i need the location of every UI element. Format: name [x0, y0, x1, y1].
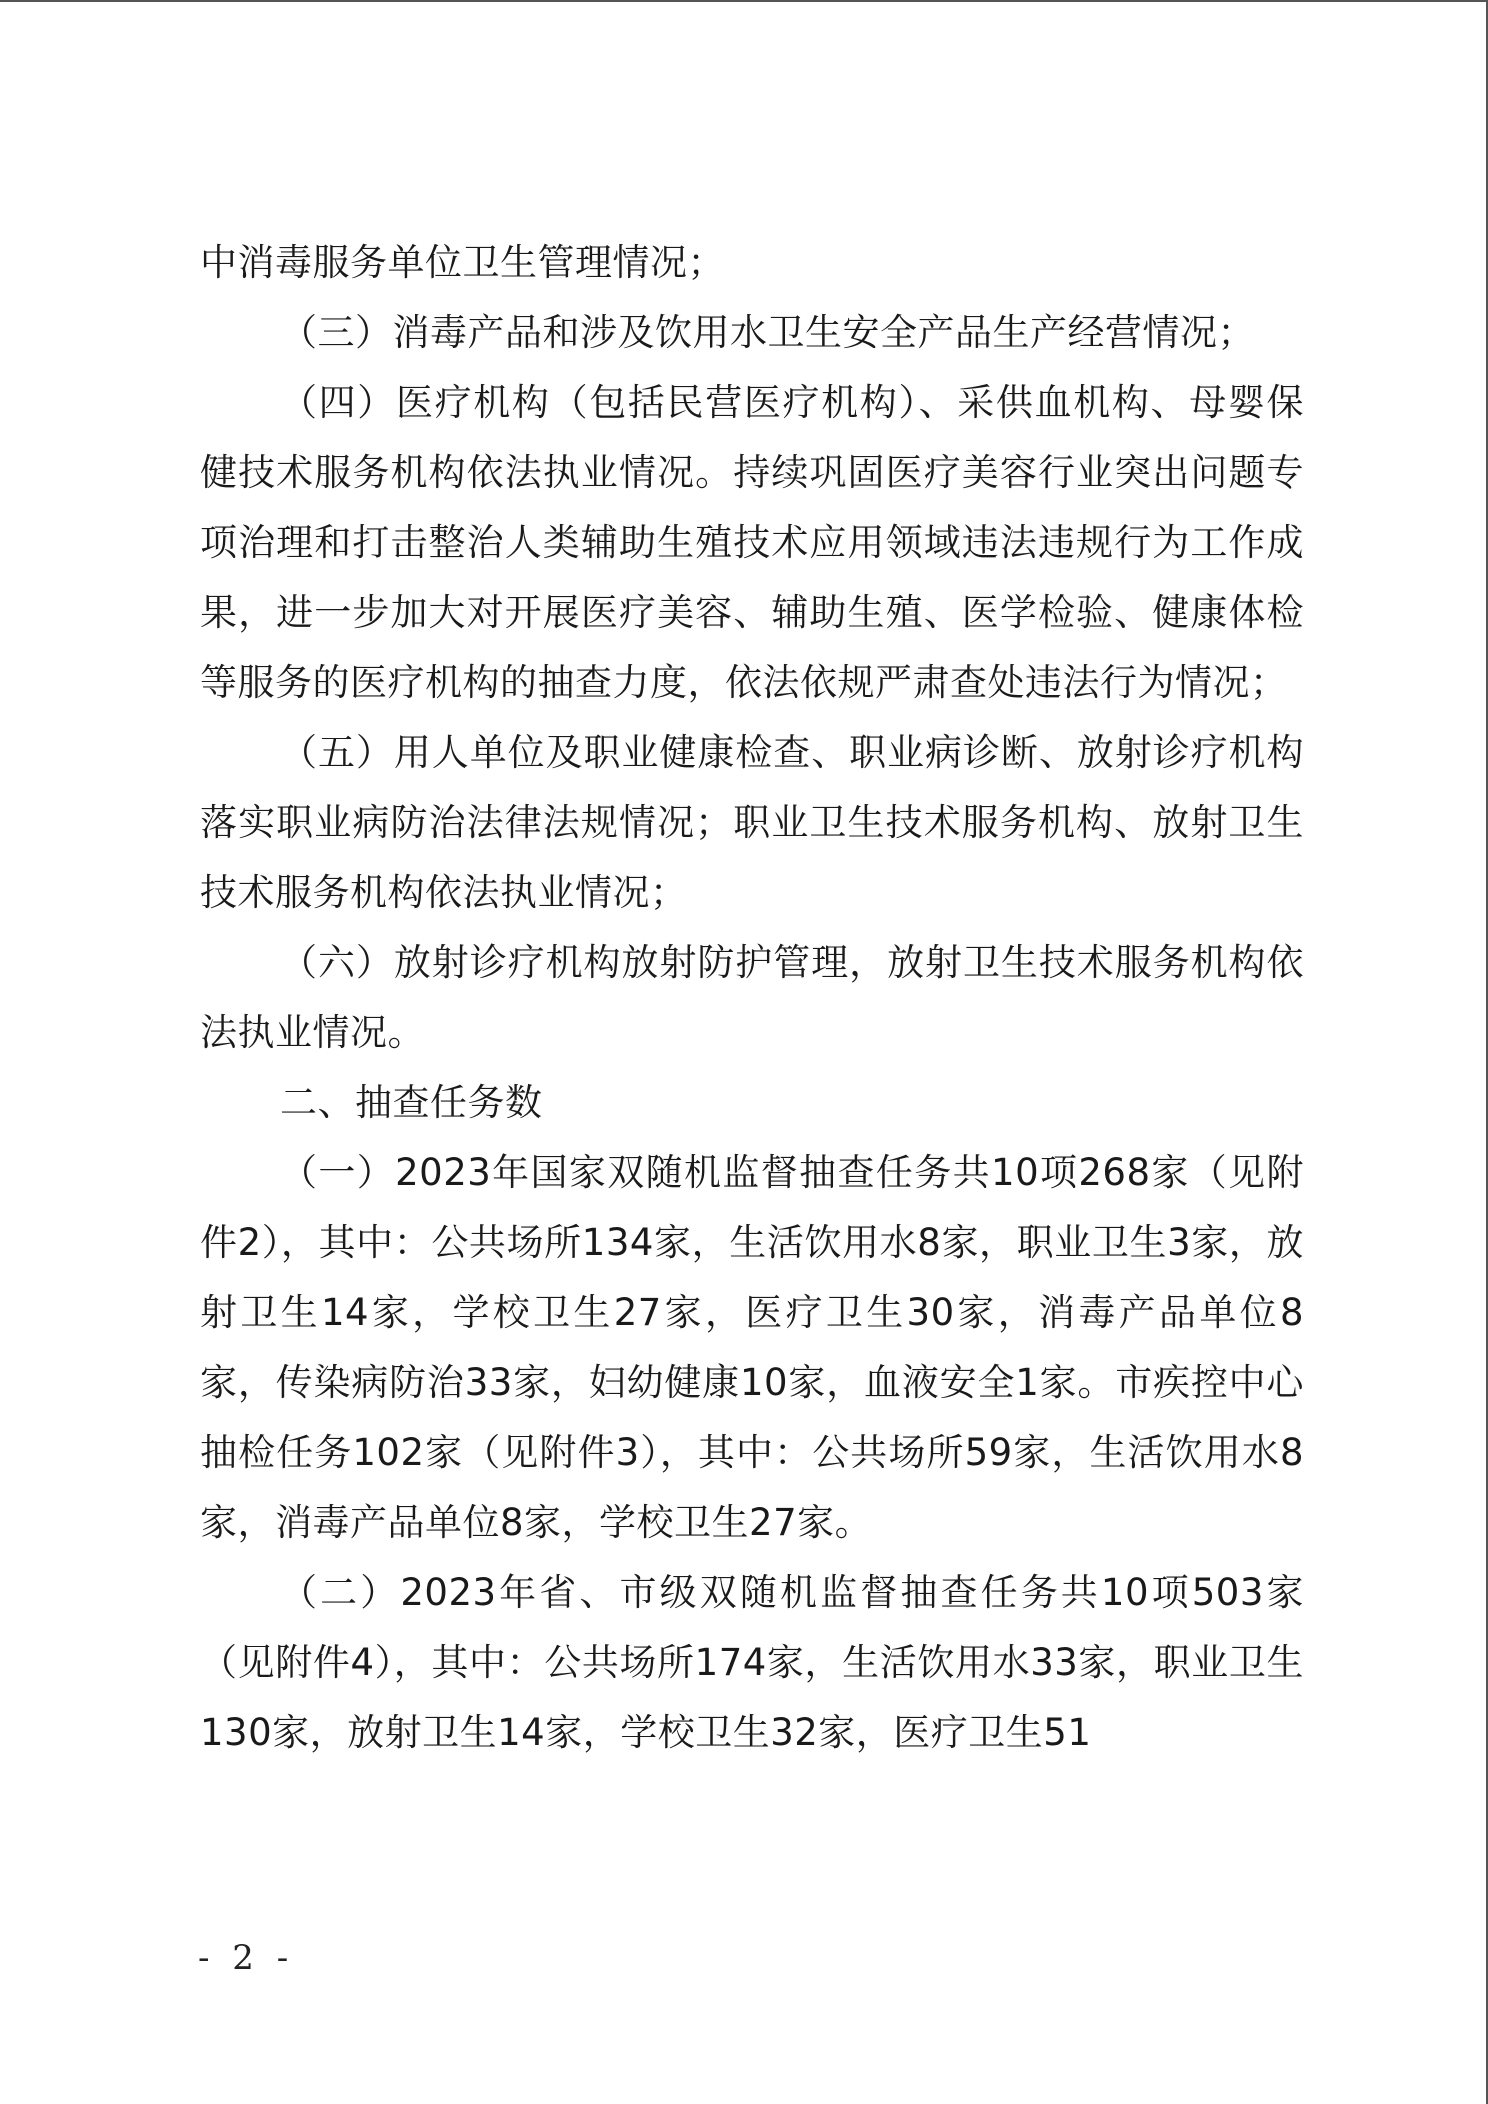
- section-heading: 二、抽查任务数: [280, 1081, 543, 1124]
- paragraph-continuation: 中消毒服务单位卫生管理情况；: [200, 241, 725, 284]
- document-body: [200, 228, 1304, 1768]
- paragraph-item-5: （五）用人单位及职业健康检查、职业病诊断、放射诊疗机构落实职业病防治法律法规情况；职业卫生技术服务机构、放射卫生技术服务机构依法执业情况；: [200, 731, 1304, 914]
- paragraph-item-6: （六）放射诊疗机构放射防护管理，放射卫生技术服务机构依法执业情况。: [200, 941, 1304, 1054]
- paragraph-task-2: （二）2023年省、市级双随机监督抽查任务共10项503家（见附件4），其中：公共场所174家，生活饮用水33家，职业卫生130家，放射卫生14家，学校卫生32家，医疗卫生51: [200, 1571, 1304, 1754]
- paragraph-item-4: （四）医疗机构（包括民营医疗机构）、采供血机构、母婴保健技术服务机构依法执业情况。持续巩固医疗美容行业突出问题专项治理和打击整治人类辅助生殖技术应用领域违法违规行为工作成果，进一步加大对开展医疗美容、辅助生殖、医学检验、健康体检等服务的医疗机构的抽查力度，依法依规严肃查处违法行为情况；: [200, 381, 1304, 704]
- paragraph-task-1: （一）2023年国家双随机监督抽查任务共10项268家（见附件2），其中：公共场所134家，生活饮用水8家，职业卫生3家，放射卫生14家，学校卫生27家，医疗卫生30家，消毒产品单位8家，传染病防治33家，妇幼健康10家，血液安全1家。市疾控中心抽检任务102家（见附件3），其中：公共场所59家，生活饮用水8家，消毒产品单位8家，学校卫生27家。: [200, 1151, 1304, 1544]
- page-number: - 2 -: [198, 1938, 295, 1978]
- paragraph-item-3: （三）消毒产品和涉及饮用水卫生安全产品生产经营情况；: [280, 311, 1255, 354]
